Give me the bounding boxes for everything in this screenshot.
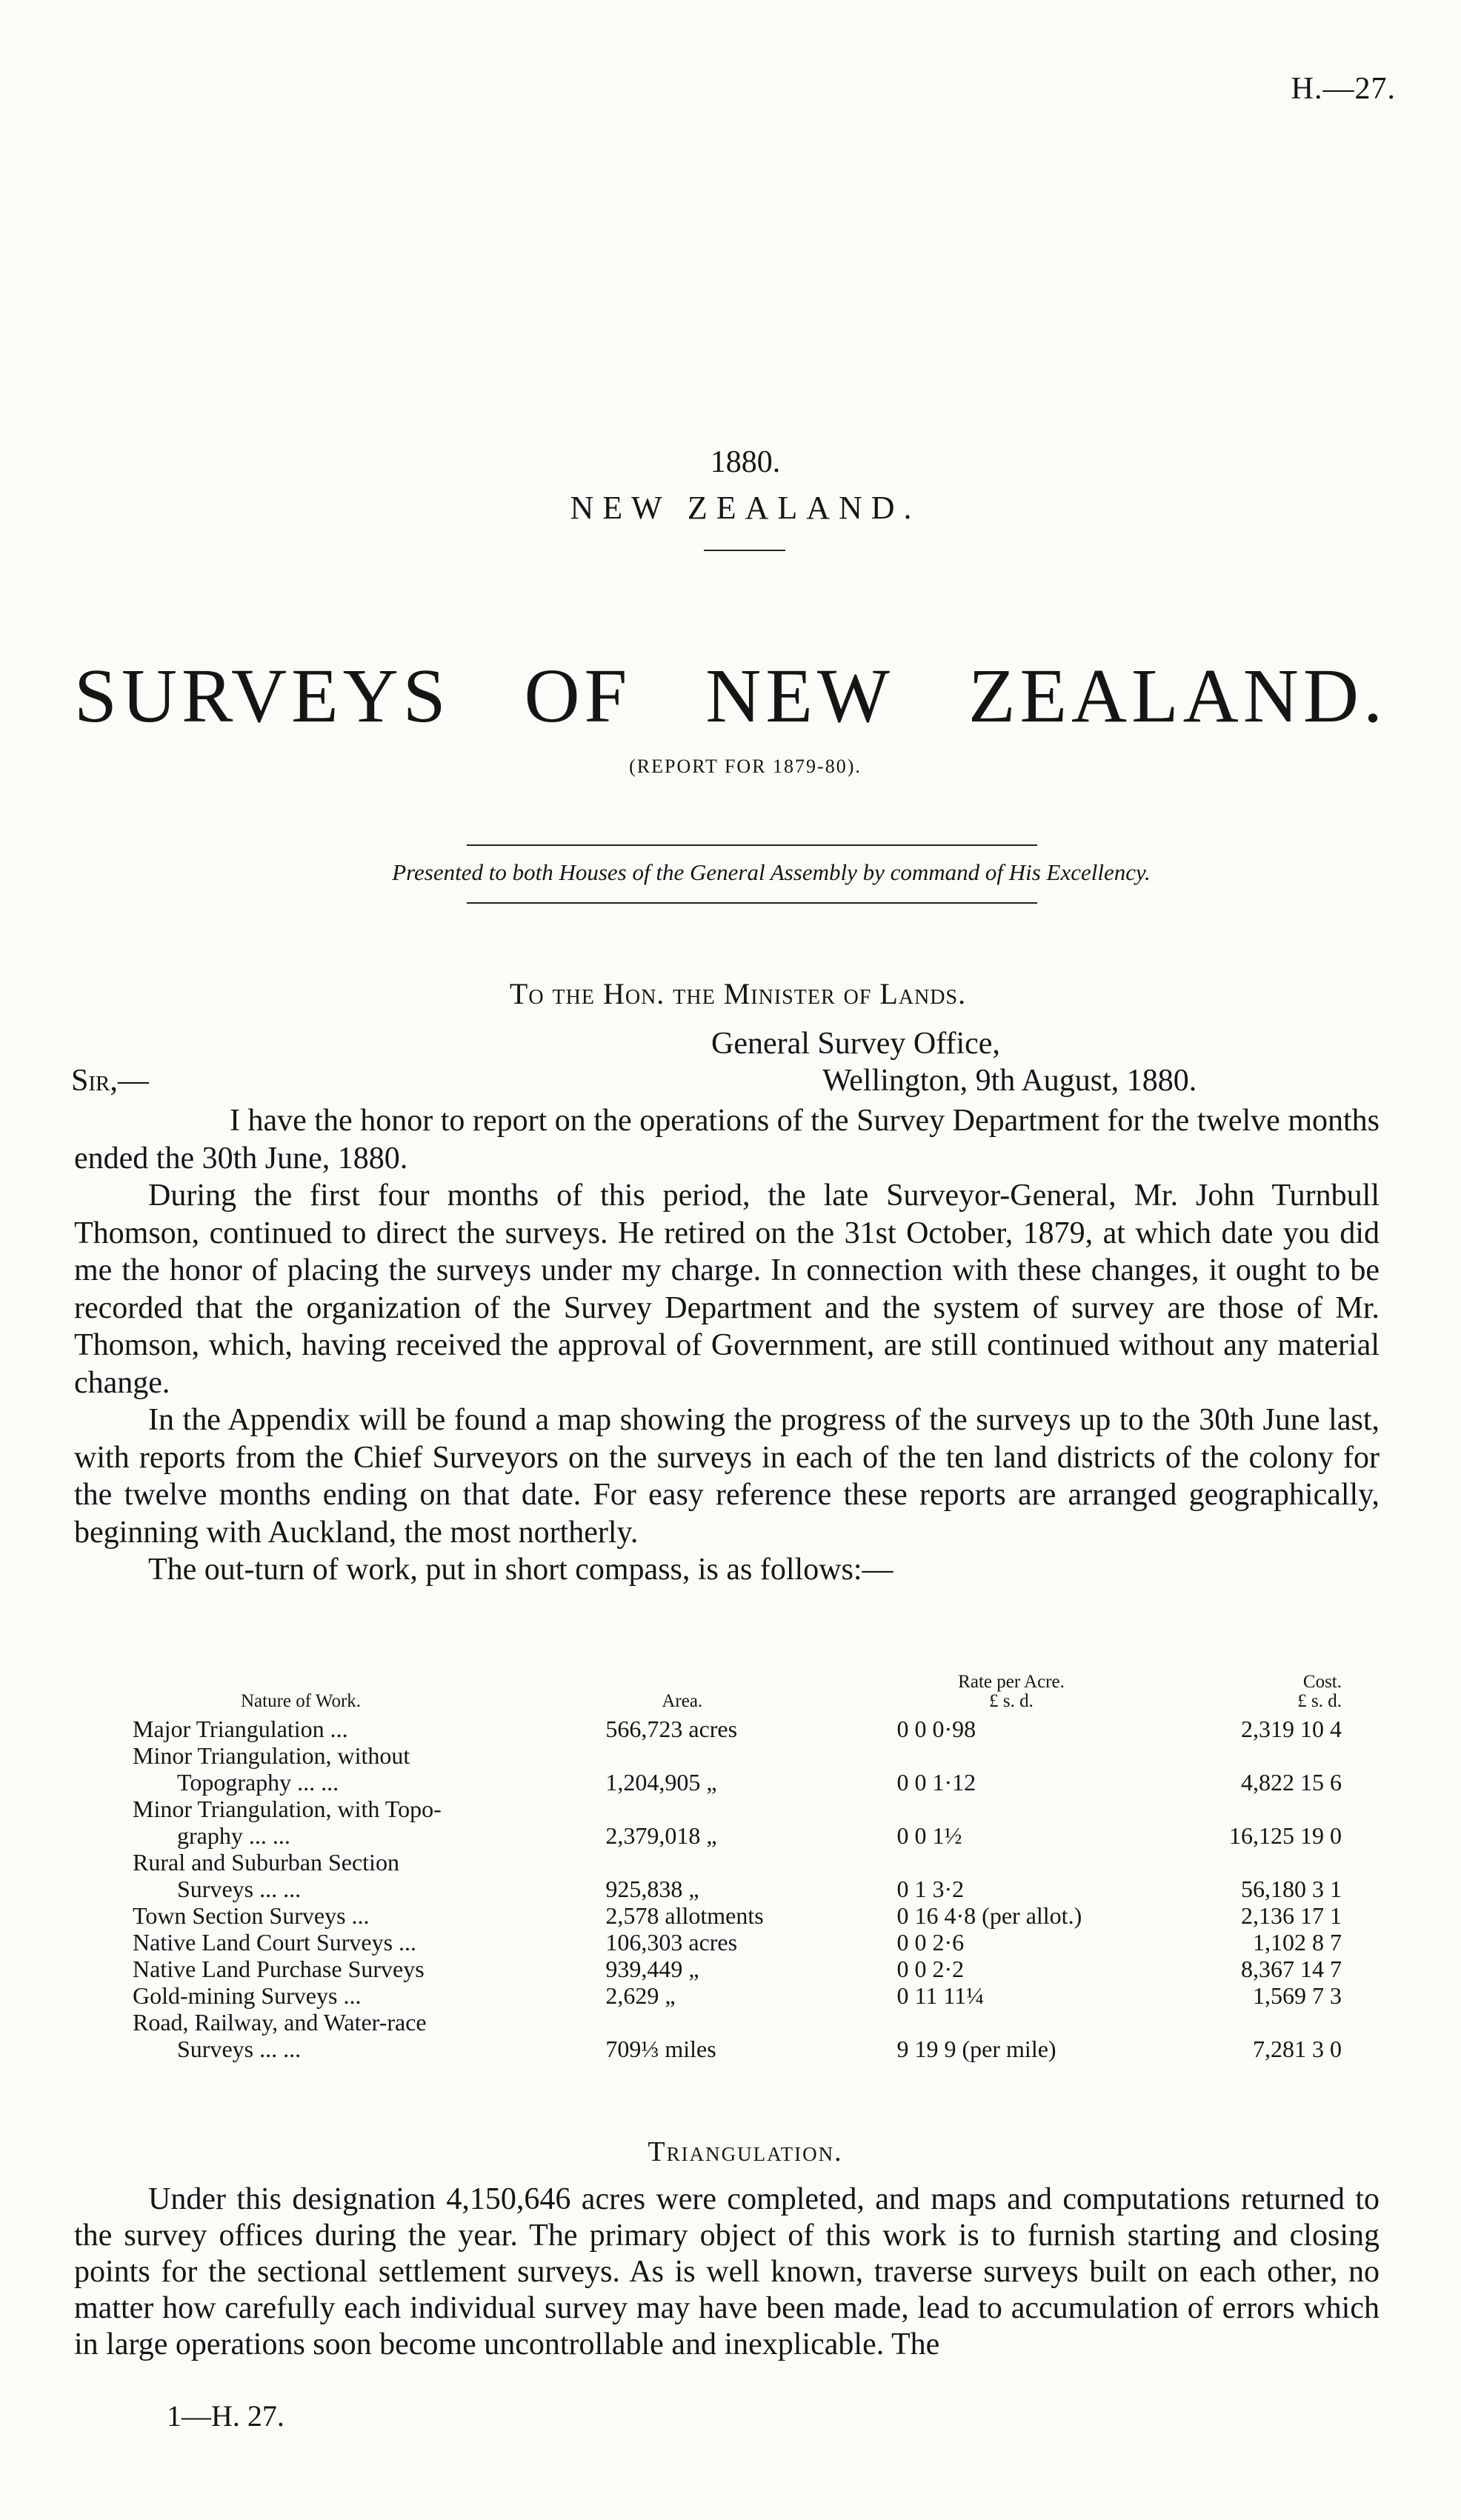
header-cost-label: Cost. [1302,1672,1342,1692]
header-cost-units: £ s. d. [1297,1691,1342,1711]
title-word: ZEALAND. [968,653,1387,739]
work-name-continued: Topography ... ... [177,1769,339,1796]
header-rate [894,1673,1129,1716]
cost-cell: 4,822 15 6 [1241,1769,1342,1796]
presented-line: Presented to both Houses of the General Assembly by command of His Excellency. [392,859,1151,885]
work-name: Road, Railway, and Water-race [133,2009,427,2036]
work-name-cell [130,1902,602,1929]
work-name-cell [130,1796,602,1849]
cost-cell: 8,367 14 7 [1241,1956,1342,1982]
area-cell: 939,449 „ [605,1956,699,1982]
salutation: Sir,— [71,1064,149,1098]
work-name: Rural and Suburban Section [133,1849,399,1876]
rate-cell: 9 19 9 (per mile) [896,2036,1056,2062]
table-row [130,2009,1345,2062]
work-name-cell [130,1929,602,1956]
presented-rule-bottom [467,902,1037,904]
triangulation-body [74,2181,1380,2363]
header-rate-units: £ s. d. [989,1691,1034,1711]
title-rule-short [704,550,785,551]
area-cell: 1,204,905 „ [605,1769,717,1796]
outturn-table [130,1673,1345,2062]
rate-cell: 0 1 3·2 [896,1876,965,1902]
cost-cell: 56,180 3 1 [1241,1876,1342,1902]
table-row [130,1716,1345,1742]
rate-cell: 0 0 2·2 [896,1956,965,1982]
title-word: OF [524,653,632,739]
work-name: Minor Triangulation, without [133,1742,410,1769]
presented-rule-top [467,844,1037,846]
table-row [130,1796,1345,1849]
document-title [74,652,1387,740]
area-cell: 925,838 „ [605,1876,699,1902]
title-word: SURVEYS [74,653,450,739]
report-year: 1880. [710,445,781,479]
country-heading: NEW ZEALAND. [570,490,921,526]
cost-cell: 16,125 19 0 [1229,1822,1342,1849]
table-row [130,1982,1345,2009]
area-cell: 709⅓ miles [605,2036,716,2062]
area-cell: 106,303 acres [605,1929,738,1956]
table-row [130,1929,1345,1956]
table-row [130,1902,1345,1929]
letter-body [74,1102,1380,1589]
table-header-row [130,1673,1345,1716]
paragraph: In the Appendix will be found a map showing the progress of the surveys up to the 30th June last, with reports from the Chief Surveyors on the surveys in each of the ten land districts of the colony for the twelve months ending on that date. For easy reference these reports are arranged geographically, beginning with Auckland, the most northerly. [74,1403,1380,1550]
header-cost [1129,1673,1345,1716]
header-rate-label: Rate per Acre. [958,1672,1065,1692]
table-row [130,1742,1345,1796]
addressee: To the Hon. the Minister of Lands. [509,977,967,1010]
cost-cell: 2,136 17 1 [1241,1902,1342,1929]
area-cell: 2,379,018 „ [605,1822,717,1849]
cost-cell: 1,102 8 7 [1253,1929,1342,1956]
table-row [130,1956,1345,1982]
work-name: Gold-mining Surveys ... [133,1982,362,2009]
title-word: NEW [705,653,895,739]
cost-cell: 7,281 3 0 [1253,2036,1342,2062]
work-name-cell [130,1956,602,1982]
cost-cell: 2,319 10 4 [1241,1716,1342,1742]
paragraph: During the first four months of this period, the late Surveyor-General, Mr. John Turnbull Thomson, continued to direct the surveys. He retired on the 31st October, 1879, at which date you did me the honor of placing the surveys under my charge. In connection with these changes, it ought to be recorded that the organization of the Survey Department and the system of survey are those of Mr. Thomson, which, having received the approval of Government, are still continued without any material change. [74,1179,1380,1400]
page-reference: H.—27. [1291,72,1396,106]
rate-cell: 0 16 4·8 (per allot.) [896,1902,1082,1929]
work-name-cell [130,1982,602,2009]
work-name: Major Triangulation ... [133,1716,348,1742]
work-name-cell [130,1742,602,1796]
paragraph: Under this designation 4,150,646 acres were completed, and maps and computations returned to the survey offices during the year. The primary object of this work is to furnish starting and closing points for the sectional settlement surveys. As is well known, traverse surveys built on each other, no matter how carefully each individual survey may have been made, lead to accumulation of errors which in large operations soon become uncontrollable and inexplicable. The [74,2182,1380,2361]
office-address: General Survey Office, [711,1027,1000,1061]
area-cell: 2,629 „ [605,1982,676,2009]
section-heading: Triangulation. [648,2136,843,2167]
sheet-reference: 1—H. 27. [167,2399,284,2433]
paragraph: I have the honor to report on the operations of the Survey Department for the twelve months ended the 30th June, 1880. [74,1104,1380,1176]
rate-cell: 0 0 0·98 [896,1716,976,1742]
rate-cell: 0 0 1·12 [896,1769,976,1796]
work-name-cell [130,2009,602,2062]
rate-cell: 0 11 11¼ [896,1982,985,2009]
rate-cell: 0 0 1½ [896,1822,962,1849]
paragraph: The out-turn of work, put in short compass, is as follows:— [148,1553,893,1587]
work-name: Town Section Surveys ... [133,1902,370,1929]
header-nature: Nature of Work. [241,1691,362,1711]
header-area: Area. [662,1691,703,1711]
dateline: Wellington, 9th August, 1880. [822,1064,1197,1098]
table-row [130,1849,1345,1902]
work-name-continued: graphy ... ... [177,1822,290,1849]
work-name-continued: Surveys ... ... [177,1876,302,1902]
rate-cell: 0 0 2·6 [896,1929,965,1956]
work-name: Minor Triangulation, with Topo- [133,1796,442,1822]
area-cell: 566,723 acres [605,1716,738,1742]
work-name-cell [130,1716,602,1742]
report-subtitle: (REPORT FOR 1879-80). [629,756,862,777]
work-name-cell [130,1849,602,1902]
work-name-continued: Surveys ... ... [177,2036,302,2062]
cost-cell: 1,569 7 3 [1253,1982,1342,2009]
area-cell: 2,578 allotments [605,1902,764,1929]
work-name: Native Land Court Surveys ... [133,1929,417,1956]
work-name: Native Land Purchase Surveys [133,1956,425,1982]
